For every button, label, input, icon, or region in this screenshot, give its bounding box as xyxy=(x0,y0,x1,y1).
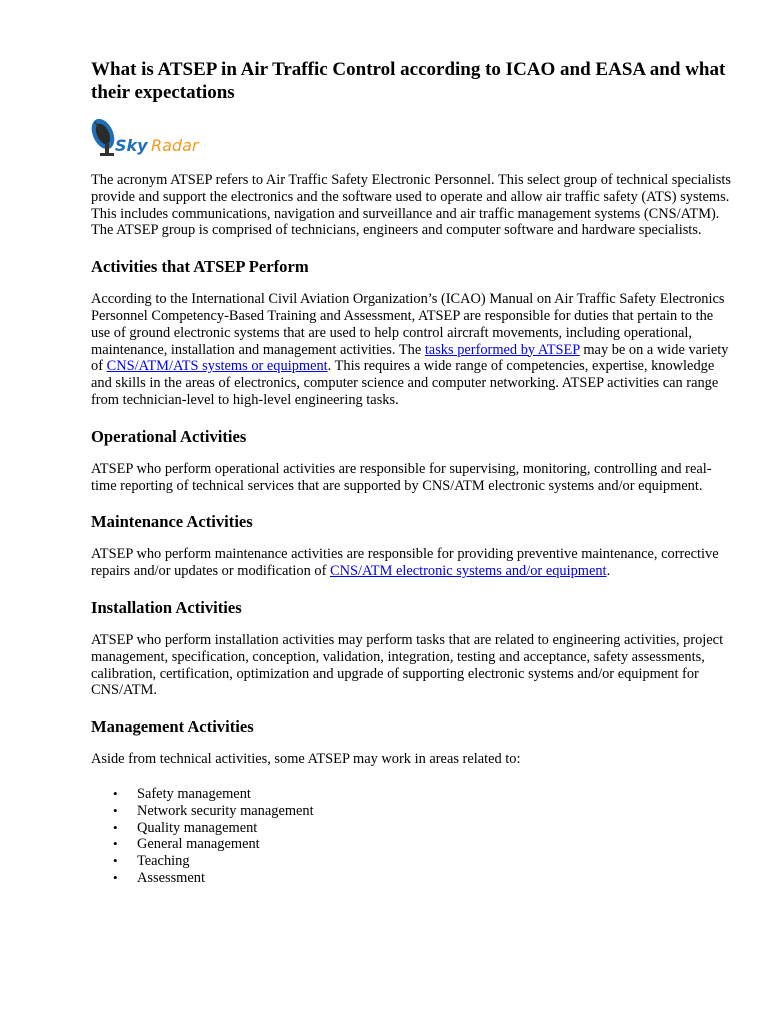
intro-paragraph: The acronym ATSEP refers to Air Traffic Safety Electronic Personnel. This select group of technical specialists provide and support the electronics and the software used to operate and allow air traffic safety (ATS) systems. This includes communications, navigation and surveillance and air traffic management systems (CNS/ATM). The ATSEP group is comprised of technicians, engineers and computer software and hardware specialists. xyxy=(91,172,731,239)
page-title: What is ATSEP in Air Traffic Control according to ICAO and EASA and what their expectations xyxy=(91,59,726,103)
bullet-icon: • xyxy=(113,785,118,801)
document-page xyxy=(91,58,731,887)
dish-stand xyxy=(105,144,109,154)
installation-heading: Installation Activities xyxy=(91,597,242,617)
management-heading: Management Activities xyxy=(91,717,254,737)
maintenance-text-2: . xyxy=(606,563,611,580)
list-item-text: Teaching xyxy=(137,853,190,870)
activities-heading: Activities that ATSEP Perform xyxy=(91,257,309,277)
logo-text-sky: Sky xyxy=(115,136,148,155)
list-item xyxy=(113,869,731,887)
list-item-text: Quality management xyxy=(137,819,258,836)
list-item-text: Assessment xyxy=(137,869,205,886)
list-item-text: Network security management xyxy=(137,802,314,819)
list-item xyxy=(113,819,731,837)
bullet-icon: • xyxy=(113,853,118,869)
operational-heading: Operational Activities xyxy=(91,426,247,446)
list-item-text: Safety management xyxy=(137,785,251,802)
maintenance-heading: Maintenance Activities xyxy=(91,512,253,532)
list-item xyxy=(113,836,731,853)
maintenance-paragraph xyxy=(91,546,731,580)
bullet-icon: • xyxy=(113,869,118,885)
list-item xyxy=(113,853,731,870)
management-paragraph: Aside from technical activities, some ATSEP may work in areas related to: xyxy=(91,751,521,768)
tasks-performed-link[interactable]: tasks performed by ATSEP xyxy=(424,341,580,358)
bullet-icon: • xyxy=(113,836,118,852)
list-item xyxy=(113,785,731,803)
activities-text-1: According to the International Civil Aviation Organization’s (ICAO) Manual on Air Traffic Safety Electronics Personnel Competency-Based Training and Assessment, ATSEP are responsible for duties that pertain to the use of ground electronic systems that are used to help control aircraft movements, including operational, maintenance, installation and management activities. The xyxy=(91,291,725,358)
activities-text-2: may be on a wide variety of xyxy=(91,341,729,375)
cns-atm-equipment-link[interactable]: CNS/ATM electronic systems and/or equipment xyxy=(329,563,607,580)
bullet-icon: • xyxy=(113,819,118,835)
dish-base xyxy=(100,153,114,156)
maintenance-text-1: ATSEP who perform maintenance activities are responsible for providing preventive maintenance, corrective repairs and/or updates or modification of xyxy=(91,546,719,580)
activities-text-3: . This requires a wide range of competencies, expertise, knowledge and skills in the areas of electronics, computer science and computer networking. ATSEP activities can range from technician-level to high-level engineering tasks. xyxy=(91,358,719,408)
activities-paragraph xyxy=(91,291,731,409)
installation-paragraph: ATSEP who perform installation activities may perform tasks that are related to engineering activities, project management, specification, conception, validation, integration, testing and acceptance, safety assessments, calibration, certification, optimization and upgrade of supporting electronic systems and/or equipment for CNS/ATM. xyxy=(91,631,724,699)
skyradar-logo xyxy=(91,114,731,158)
radar-dish-icon xyxy=(91,114,231,158)
bullet-icon: • xyxy=(113,802,118,818)
cns-atm-ats-link[interactable]: CNS/ATM/ATS systems or equipment xyxy=(106,358,328,375)
logo-text-radar: Radar xyxy=(151,136,199,155)
management-list xyxy=(91,786,731,887)
list-item-text: General management xyxy=(137,836,260,853)
operational-paragraph: ATSEP who perform operational activities are responsible for supervising, monitoring, controlling and real-time reporting of technical services that are supported by CNS/ATM electronic systems and/or equipment. xyxy=(91,460,712,494)
list-item xyxy=(113,802,731,820)
